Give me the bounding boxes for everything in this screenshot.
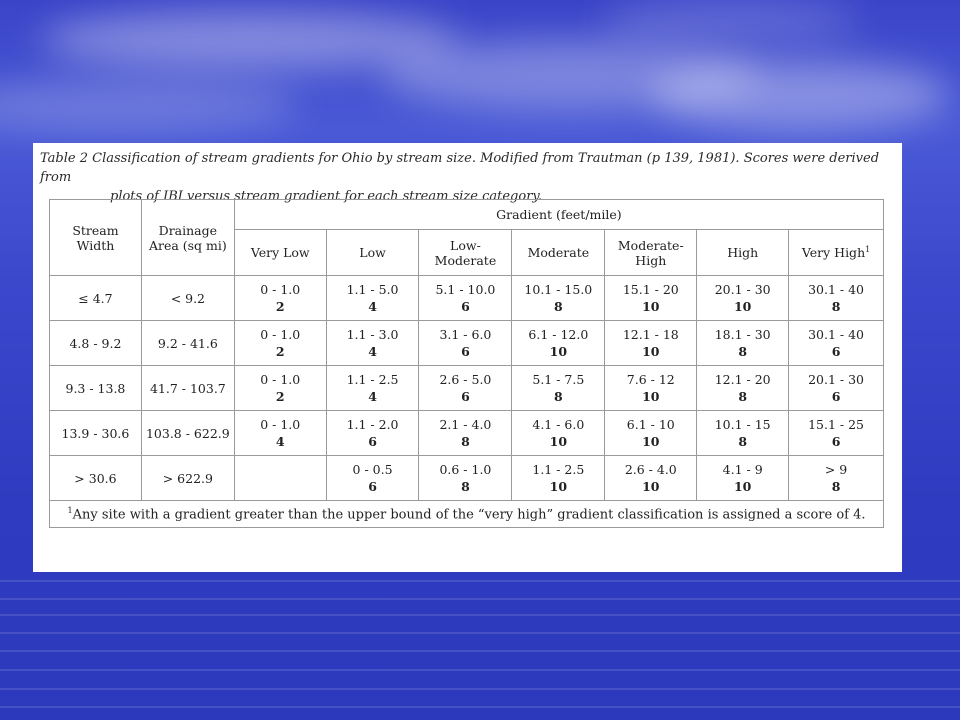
footnote-mark: 1 [67,505,73,515]
gradient-range: 30.1 - 40 [808,327,864,342]
cell-gradient [697,456,789,501]
gradient-range: 10.1 - 15.0 [524,282,593,297]
gradient-score: 8 [831,299,841,314]
cell-gradient [234,411,326,456]
gradient-classification-table [49,199,884,528]
cell-gradient [605,456,697,501]
header-low: Low [326,230,419,276]
gradient-range: 0.6 - 1.0 [439,462,492,477]
gradient-score: 4 [368,389,377,404]
gradient-score: 2 [275,299,285,314]
cell-drainage-area: < 9.2 [141,276,234,321]
cell-gradient [326,456,419,501]
table-body [50,276,884,501]
gradient-range: 2.1 - 4.0 [439,417,492,432]
cell-gradient [326,366,419,411]
cell-gradient [419,276,512,321]
cell-stream-width: 13.9 - 30.6 [50,411,142,456]
gradient-range: 15.1 - 20 [622,282,679,297]
gradient-range: 6.1 - 12.0 [528,327,589,342]
gradient-score: 8 [554,389,563,404]
header-high: High [697,230,789,276]
gradient-score: 6 [461,389,470,404]
gradient-score: 10 [549,434,568,449]
gradient-range: 20.1 - 30 [714,282,771,297]
cloud [380,40,760,110]
water-background [0,570,960,720]
gradient-range: 3.1 - 6.0 [439,327,492,342]
cloud [0,80,300,130]
cell-gradient [605,276,697,321]
gradient-score: 6 [368,479,377,494]
cell-gradient [789,321,884,366]
gradient-range: 30.1 - 40 [808,282,864,297]
gradient-range: 15.1 - 25 [808,417,864,432]
table-caption [40,149,895,206]
gradient-score: 4 [275,434,285,449]
gradient-score: 8 [738,344,748,359]
gradient-score: 8 [738,434,748,449]
gradient-range: 12.1 - 18 [622,327,679,342]
footnote-text: Any site with a gradient greater than the upper bound of the “very high” gradient classification is assigned a score of 4. [72,507,866,523]
gradient-range: 1.1 - 2.0 [346,417,399,432]
cell-gradient [234,276,326,321]
gradient-score: 10 [642,344,660,359]
table-footnote [50,501,884,528]
cell-gradient [605,366,697,411]
table-row [50,321,884,366]
caption-line-2: plots of IBI versus stream gradient for each stream size category. [110,189,543,204]
cell-gradient [234,456,326,501]
gradient-range: 5.1 - 10.0 [435,282,496,297]
gradient-range: 12.1 - 20 [714,372,771,387]
gradient-range: 20.1 - 30 [808,372,864,387]
table-image-panel [33,143,902,572]
cloud [600,0,860,40]
gradient-range: 5.1 - 7.5 [532,372,585,387]
header-drainage-area: Drainage Area (sq mi) [141,200,234,276]
cloud [40,10,460,70]
gradient-score: 6 [831,344,841,359]
gradient-range: 0 - 1.0 [260,282,301,297]
gradient-score: 8 [461,434,470,449]
caption-line-1: Table 2 Classification of stream gradients for Ohio by stream size. Modified from Trautman (p 139, 1981). Scores were derived from [40,151,880,185]
cell-gradient [512,366,605,411]
cell-gradient [697,276,789,321]
gradient-score: 10 [549,479,568,494]
cloud [650,60,950,130]
header-moderate: Moderate [512,230,605,276]
cell-gradient [234,366,326,411]
cell-gradient [512,456,605,501]
gradient-score: 6 [461,344,470,359]
gradient-range: 4.1 - 9 [722,462,763,477]
cell-gradient [697,411,789,456]
gradient-score: 10 [642,299,660,314]
gradient-score: 8 [831,479,841,494]
header-very-low: Very Low [234,230,326,276]
cell-stream-width: > 30.6 [50,456,142,501]
header-very-high-label: Very High [801,245,866,261]
header-very-high [789,230,884,276]
cell-gradient [512,411,605,456]
cell-gradient [419,411,512,456]
cell-drainage-area: > 622.9 [141,456,234,501]
gradient-score: 6 [831,389,841,404]
cell-stream-width: 9.3 - 13.8 [50,366,142,411]
table-row [50,411,884,456]
table-row [50,456,884,501]
cell-stream-width: ≤ 4.7 [50,276,142,321]
gradient-range: 10.1 - 15 [714,417,771,432]
gradient-score: 10 [642,389,660,404]
cell-gradient [512,276,605,321]
footnote-mark: 1 [865,244,871,254]
header-gradient: Gradient (feet/mile) [234,200,883,230]
header-moderate-high: Moderate-High [605,230,697,276]
gradient-range: 6.1 - 10 [626,417,675,432]
cell-gradient [326,411,419,456]
gradient-score: 2 [275,344,285,359]
gradient-range: 7.6 - 12 [626,372,675,387]
cell-gradient [697,321,789,366]
cell-gradient [512,321,605,366]
table-row [50,366,884,411]
gradient-score: 10 [549,344,568,359]
cell-gradient [605,321,697,366]
header-stream-width: Stream Width [50,200,142,276]
cell-drainage-area: 103.8 - 622.9 [141,411,234,456]
gradient-score: 8 [738,389,748,404]
cell-stream-width: 4.8 - 9.2 [50,321,142,366]
header-low-moderate: Low-Moderate [419,230,512,276]
gradient-score: 4 [368,299,377,314]
gradient-score: 6 [461,299,470,314]
cell-gradient [789,276,884,321]
gradient-range: 2.6 - 4.0 [624,462,677,477]
cell-gradient [697,366,789,411]
cell-gradient [326,321,419,366]
table-row [50,276,884,321]
gradient-score: 6 [831,434,841,449]
gradient-score: 4 [368,344,377,359]
cell-drainage-area: 41.7 - 103.7 [141,366,234,411]
cell-gradient [605,411,697,456]
gradient-range: 18.1 - 30 [714,327,771,342]
gradient-score: 6 [368,434,377,449]
cell-gradient [326,276,419,321]
gradient-range: > 9 [824,462,848,477]
gradient-score: 10 [642,434,660,449]
gradient-range: 0 - 1.0 [260,327,301,342]
gradient-range: 0 - 1.0 [260,372,301,387]
gradient-score: 8 [461,479,470,494]
gradient-range: 1.1 - 2.5 [532,462,585,477]
gradient-range: 0 - 1.0 [260,417,301,432]
cell-drainage-area: 9.2 - 41.6 [141,321,234,366]
gradient-range: 2.6 - 5.0 [439,372,492,387]
gradient-score: 10 [733,479,752,494]
gradient-score: 10 [733,299,752,314]
gradient-range: 1.1 - 3.0 [346,327,399,342]
gradient-score: 2 [275,389,285,404]
gradient-range: 4.1 - 6.0 [532,417,585,432]
gradient-range: 1.1 - 2.5 [346,372,399,387]
gradient-score: 8 [554,299,563,314]
gradient-score: 10 [642,479,660,494]
cell-gradient [419,456,512,501]
cell-gradient [789,411,884,456]
cell-gradient [234,321,326,366]
cell-gradient [419,366,512,411]
gradient-range: 1.1 - 5.0 [346,282,399,297]
cell-gradient [789,366,884,411]
gradient-range: 0 - 0.5 [352,462,393,477]
cell-gradient [419,321,512,366]
cell-gradient [789,456,884,501]
